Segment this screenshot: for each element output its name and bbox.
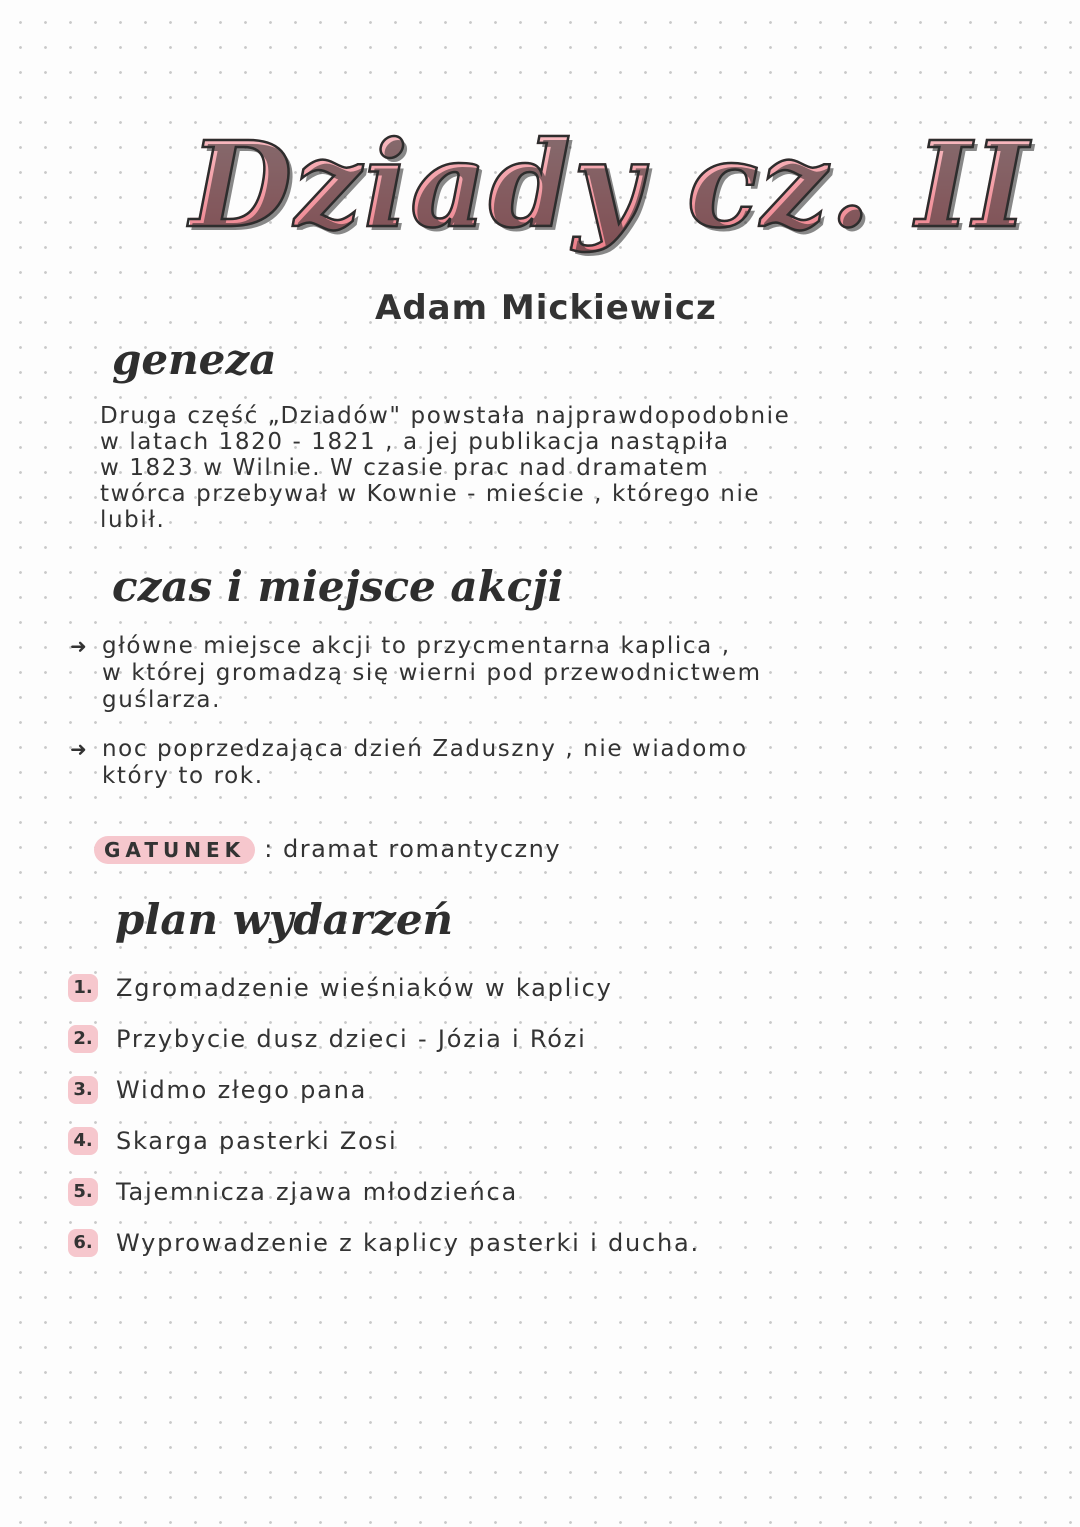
- list-item: [68, 1064, 700, 1115]
- title-block: [170, 90, 1031, 280]
- plan-list: [68, 962, 700, 1268]
- bullet-line: guślarza.: [102, 687, 221, 713]
- arrow-right-icon: ➜: [70, 634, 89, 658]
- item-number: 5.: [68, 1178, 98, 1206]
- genre-value: : dramat romantyczny: [264, 835, 562, 863]
- bullet-line: główne miejsce akcji to przycmentarna kaplica ,: [102, 633, 731, 659]
- list-item: [68, 962, 700, 1013]
- item-number: 4.: [68, 1127, 98, 1155]
- genre-line: [94, 835, 561, 864]
- item-text: Przybycie dusz dzieci - Józia i Rózi: [116, 1024, 587, 1053]
- item-number: 2.: [68, 1025, 98, 1053]
- arrow-right-icon: ➜: [70, 737, 89, 761]
- bullet-item: [70, 633, 762, 714]
- geneza-line: Druga część „Dziadów" powstała najprawdopodobnie: [100, 403, 791, 429]
- item-text: Tajemnicza zjawa młodzieńca: [116, 1177, 519, 1206]
- list-item: [68, 1166, 700, 1217]
- bullet-line: w której gromadzą się wierni pod przewodnictwem: [102, 660, 762, 686]
- bullet-line: noc poprzedzająca dzień Zaduszny , nie wiadomo: [102, 736, 748, 762]
- heading-czas-i-miejsce: czas i miejsce akcji: [112, 562, 564, 611]
- genre-label: GATUNEK: [94, 836, 255, 864]
- item-number: 6.: [68, 1229, 98, 1257]
- list-item: [68, 1013, 700, 1064]
- bullet-item: [70, 736, 748, 790]
- geneza-line: w latach 1820 - 1821 , a jej publikacja nastąpiła: [100, 429, 730, 455]
- geneza-line: twórca przebywał w Kownie - mieście , którego nie: [100, 481, 761, 507]
- geneza-paragraph: [100, 403, 790, 533]
- geneza-line: lubił.: [100, 507, 166, 533]
- page-title: Dziady cz. II: [190, 90, 1030, 280]
- item-text: Widmo złego pana: [116, 1075, 368, 1104]
- item-text: Wyprowadzenie z kaplicy pasterki i ducha.: [116, 1228, 700, 1257]
- item-number: 3.: [68, 1076, 98, 1104]
- heading-plan-wydarzen: plan wydarzeń: [115, 895, 454, 944]
- item-text: Zgromadzenie wieśniaków w kaplicy: [116, 973, 613, 1002]
- list-item: [68, 1115, 700, 1166]
- list-item: [68, 1217, 700, 1268]
- geneza-line: w 1823 w Wilnie. W czasie prac nad dramatem: [100, 455, 710, 481]
- item-number: 1.: [68, 974, 98, 1002]
- bullet-line: który to rok.: [102, 763, 264, 789]
- item-text: Skarga pasterki Zosi: [116, 1126, 398, 1155]
- author-name: Adam Mickiewicz: [375, 288, 717, 328]
- heading-geneza: geneza: [112, 335, 277, 384]
